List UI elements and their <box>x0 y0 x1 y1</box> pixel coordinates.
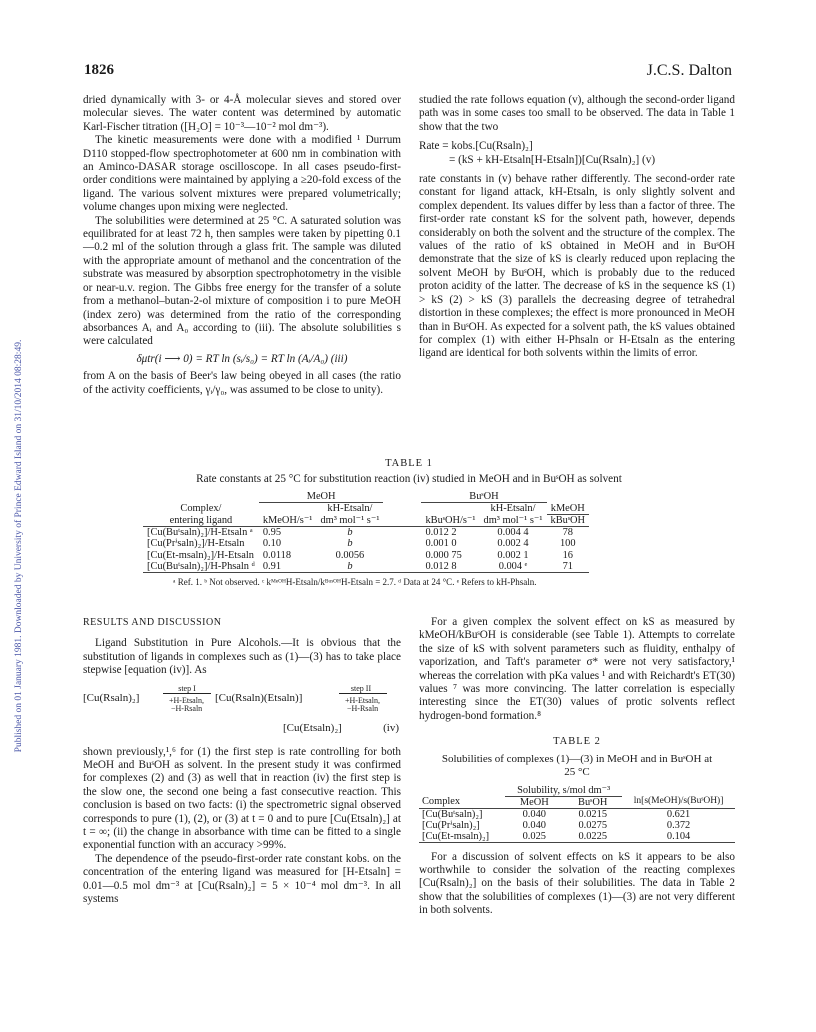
header-k-busoh: kBuˢOH/s⁻¹ <box>421 514 479 526</box>
paragraph: The kinetic measurements were done with a modified ¹ Durrum D110 stopped-flow spectrophotometer at 600 nm in combination with an Aminco-DASAR storage oscilloscope. In all cases pseudo-first-order conditions were maintained by applying a ≥20-fold excess of the ligand. The various solvent mixtures were prepared volumetrically; volume changes upon mixing were neglected. <box>83 134 401 214</box>
paragraph: from A on the basis of Beer's law being obeyed in all cases (the ratio of the activity coefficients, γᵢ/γ₀, was assumed to be close to unity). <box>83 370 401 396</box>
cell: 0.10 <box>262 538 282 550</box>
step-condition: +H-Etsaln, <box>169 695 204 705</box>
left-column-bottom <box>83 616 401 907</box>
paragraph: rate constants in (v) behave rather differently. The second-order rate constant for ligand attack, kH-Etsaln, is only slightly solvent and complex dependent. Its values differ by less than a factor of three. The first-order rate constant kS for the solvent path, however, depends considerably on both the solvent and the structure of the complex. The values of the ratio of kS obtained in MeOH and in BuˢOH demonstrate that the size of kS is clearly reduced upon replacing the solvent MeOH by BuˢOH, which is probably due to the reduced proton acidity of the latter. The decrease of kS in the sequence kS (1) > kS (2) > kS (3) parallels the decreasing degree of tetrahedral distortion in these complexes; the effect is more pronounced in MeOH than in BuˢOH. As expected for a solvent path, the kS values obtained for complex (1) with either H-Phsaln or H-Etsaln as the entering ligand are identical for both solvents within the limits of error. <box>419 173 735 360</box>
step-condition: −H-Rsaln <box>171 703 203 713</box>
header-units-busoh: dm³ mol⁻¹ s⁻¹ <box>480 514 547 526</box>
cell: 0.372 <box>666 819 691 831</box>
table-row <box>143 538 589 549</box>
paragraph: For a given complex the solvent effect on kS as measured by kMeOH/kBuˢOH is considerable (see Table 1). Attempts to correlate the size of kS with solvent parameters such as fluidity, enthalpy of vaporization, and Taft's parameter σ* were not very satisfactory,¹ whereas the correlation with pKa values ¹ and with Reichardt's ET(30) values ⁷ was more convincing. The latter correlation is especially interesting since the ET(30) values of protic solvents reflect hydrogen-bond formation.⁸ <box>419 616 735 722</box>
table-2-grid <box>419 785 735 843</box>
group-meoh: MeOH <box>259 491 384 503</box>
cell: 0.621 <box>666 808 691 820</box>
header-complex: Complex/ <box>180 502 222 514</box>
section-heading: RESULTS AND DISCUSSION <box>83 617 222 628</box>
table-1-label: TABLE 1 <box>385 458 433 469</box>
cell: 0.004 ᵉ <box>480 561 547 573</box>
cell: b <box>347 538 353 550</box>
cell: b <box>316 561 383 573</box>
cell: [Cu(Prⁱsaln)₂]/H-Etsaln <box>147 538 245 550</box>
cell: 0.000 75 <box>425 549 462 561</box>
paragraph: shown previously,¹,⁶ for (1) the first step is rate controlling for both MeOH and BuˢOH as solvent. In the present study it was confirmed for complexes (2) and (3) as well that in reaction (iv) the first step is the slow one, the second one being a fast consecutive reaction. This conclusion is based on two facts: (i) the spectrometric signal observed corresponds to pure (1), (2), or (3) at t = 0 and to pure [Cu(Etsaln)₂] at t = ∞; (ii) the change in absorbance with time can be fitted to a single exponential function with an accuracy >99%. <box>83 745 401 852</box>
paragraph: studied the rate follows equation (v), although the second-order ligand path was in some cases too small to be observed. The data in Table 1 show that the two <box>419 94 735 133</box>
table-1-footnote: ᵃ Ref. 1. ᵇ Not observed. ᶜ kᴹᵉᴼᴴH-Etsaln/kᴮᵘˢᴼᴴH-Etsaln = 2.7. ᵈ Data at 24 °C. ᵉ Refers to kH-Phsaln. <box>173 576 537 587</box>
equation-iii: δμtr(i ⟶ 0) = RT ln (sᵢ/s₀) = RT ln (Aᵢ/A₀) (iii) <box>136 352 348 365</box>
cell: [Cu(Prⁱsaln)₂] <box>422 819 480 831</box>
table-2 <box>419 735 735 842</box>
cell: 0.104 <box>622 831 735 843</box>
table-row <box>419 831 735 843</box>
intermediate: [Cu(Rsaln)(Etsaln)] <box>215 691 303 704</box>
cell: 0.001 0 <box>425 538 457 550</box>
group-busoh: BuˢOH <box>421 491 546 503</box>
table-row <box>419 820 735 831</box>
equation-number: (iv) <box>383 721 399 734</box>
equation-v-line1: Rate = kobs.[Cu(Rsaln)₂] <box>419 140 533 153</box>
step-label: step II <box>350 683 372 693</box>
cell: [Cu(Buᵗsaln)₂] <box>422 808 483 820</box>
arrow-icon <box>163 693 211 694</box>
cell: 0.002 1 <box>497 549 529 561</box>
cell: [Cu(Buᵗsaln)₂]/H-Etsaln ᵃ <box>147 527 253 539</box>
publication-sidebar: Published on 01 January 1981. Downloaded by University of Prince Edward Island on 31/10/2014 08:28:49. <box>14 339 24 753</box>
cell: 0.040 <box>522 808 546 820</box>
right-column-top <box>419 94 735 361</box>
cell: 100 <box>559 538 576 550</box>
table-row <box>419 808 735 820</box>
table-1-grid <box>143 491 589 573</box>
cell: 0.91 <box>259 561 317 573</box>
cell: 0.040 <box>522 819 546 831</box>
header-k-ligand-meoh: kH-Etsaln/ <box>327 503 373 515</box>
table-row <box>143 550 589 561</box>
cell: 78 <box>562 527 573 539</box>
header-ratio-bottom: kBuˢOH <box>547 514 590 526</box>
header-k-meoh: kMeOH/s⁻¹ <box>259 514 317 526</box>
paragraph: dried dynamically with 3- or 4-Å molecular sieves and stored over molecular sieves. The water content was determined by automatic Karl-Fischer titration ([H₂O] = 10⁻³—10⁻² mol dm⁻³). <box>83 94 401 133</box>
cell: 0.004 4 <box>497 527 529 539</box>
product: [Cu(Etsaln)₂] <box>283 721 342 734</box>
header-units-meoh: dm³ mol⁻¹ s⁻¹ <box>316 514 383 526</box>
header-entering: entering ligand <box>143 514 259 526</box>
cell: 0.025 <box>505 831 563 843</box>
paragraph: The dependence of the pseudo-first-order rate constant kobs. on the concentration of the entering ligand was measured for [H-Etsaln] = 0.01—0.5 mol dm⁻³ at [Cu(Rsaln)₂] = 5 × 10⁻⁴ mol dm⁻³. In all systems <box>83 852 401 906</box>
cell: [Cu(Buᵗsaln)₂]/H-Phsaln ᵈ <box>143 561 259 573</box>
cell: 0.95 <box>262 527 282 539</box>
arrow-icon <box>339 693 387 694</box>
step-condition: +H-Etsaln, <box>345 695 380 705</box>
cell: 16 <box>562 549 573 561</box>
cell: 0.0275 <box>578 819 608 831</box>
equation-v <box>419 140 735 167</box>
header-solubility: Solubility, s/mol dm⁻³ <box>505 785 622 797</box>
header-ratio-top: kMeOH <box>547 503 590 515</box>
header-meoh: MeOH <box>505 796 563 808</box>
cell: 71 <box>547 561 590 573</box>
cell: [Cu(Et-msaln)₂]/H-Etsaln <box>147 549 254 561</box>
reactant: [Cu(Rsaln)₂] <box>83 691 140 704</box>
cell: 0.0118 <box>262 549 292 561</box>
header-complex: Complex <box>419 796 505 808</box>
cell: [Cu(Et-msaln)₂] <box>419 831 505 843</box>
table-2-caption: Solubilities of complexes (1)—(3) in MeOH and in BuˢOH at 25 °C <box>441 752 713 778</box>
header-ln-ratio: ln[s(MeOH)/s(BuˢOH)] <box>622 796 735 808</box>
cell: 0.0056 <box>335 549 365 561</box>
cell: 0.0215 <box>578 808 608 820</box>
page-number: 1826 <box>84 62 114 78</box>
paragraph: The solubilities were determined at 25 °C. A saturated solution was equilibrated for at least 72 h, then samples were taken by pipetting 0.1—0.2 ml of the solution through a glass frit. The sample was diluted with the appropriate amount of methanol and the concentration of the substrate was measured by absorption spectrophotometry in the visible or near-u.v. region. The Gibbs free energy for the transfer of a solute from a methanol–butan-2-ol mixture of composition i to pure MeOH (index zero) was determined from the ratio of the corresponding absorbances Aᵢ and A₀ according to (iii). The absolute solubilities s were calculated <box>83 214 401 348</box>
table-1-caption: Rate constants at 25 °C for substitution reaction (iv) studied in MeOH and in BuˢOH as solvent <box>196 473 622 485</box>
cell: 0.012 2 <box>425 527 457 539</box>
table-row <box>143 561 589 573</box>
table-2-label: TABLE 2 <box>553 736 601 748</box>
right-column-bottom <box>419 616 735 918</box>
table-1 <box>83 458 735 587</box>
journal-title: J.C.S. Dalton <box>646 62 732 79</box>
header-busoh: BuˢOH <box>563 796 622 808</box>
equation-v-line2: = (kS + kH-Etsaln[H-Etsaln])[Cu(Rsaln)₂] (v) <box>449 153 656 166</box>
cell: b <box>347 527 353 539</box>
paragraph: Ligand Substitution in Pure Alcohols.—It is obvious that the substitution of ligands in complexes such as (1)—(3) has to take place stepwise [equation (iv)]. As <box>83 637 401 677</box>
step-label: step I <box>178 683 196 693</box>
step-condition: −H-Rsaln <box>347 703 379 713</box>
left-column-top <box>83 94 401 397</box>
cell: 0.012 8 <box>421 561 479 573</box>
header-k-ligand-busoh: kH-Etsaln/ <box>490 503 536 515</box>
table-row <box>143 527 589 539</box>
cell: 0.002 4 <box>497 538 529 550</box>
paragraph: For a discussion of solvent effects on kS it appears to be also worthwhile to consider the solvation of the reacting complexes [Cu(Rsaln)₂] on the basis of their solubilities. The data in Table 2 show that the solubilities of complexes (1)—(3) are not very different in both solvents. <box>419 850 735 917</box>
reaction-scheme-iv <box>83 682 401 742</box>
cell: 0.0225 <box>563 831 622 843</box>
